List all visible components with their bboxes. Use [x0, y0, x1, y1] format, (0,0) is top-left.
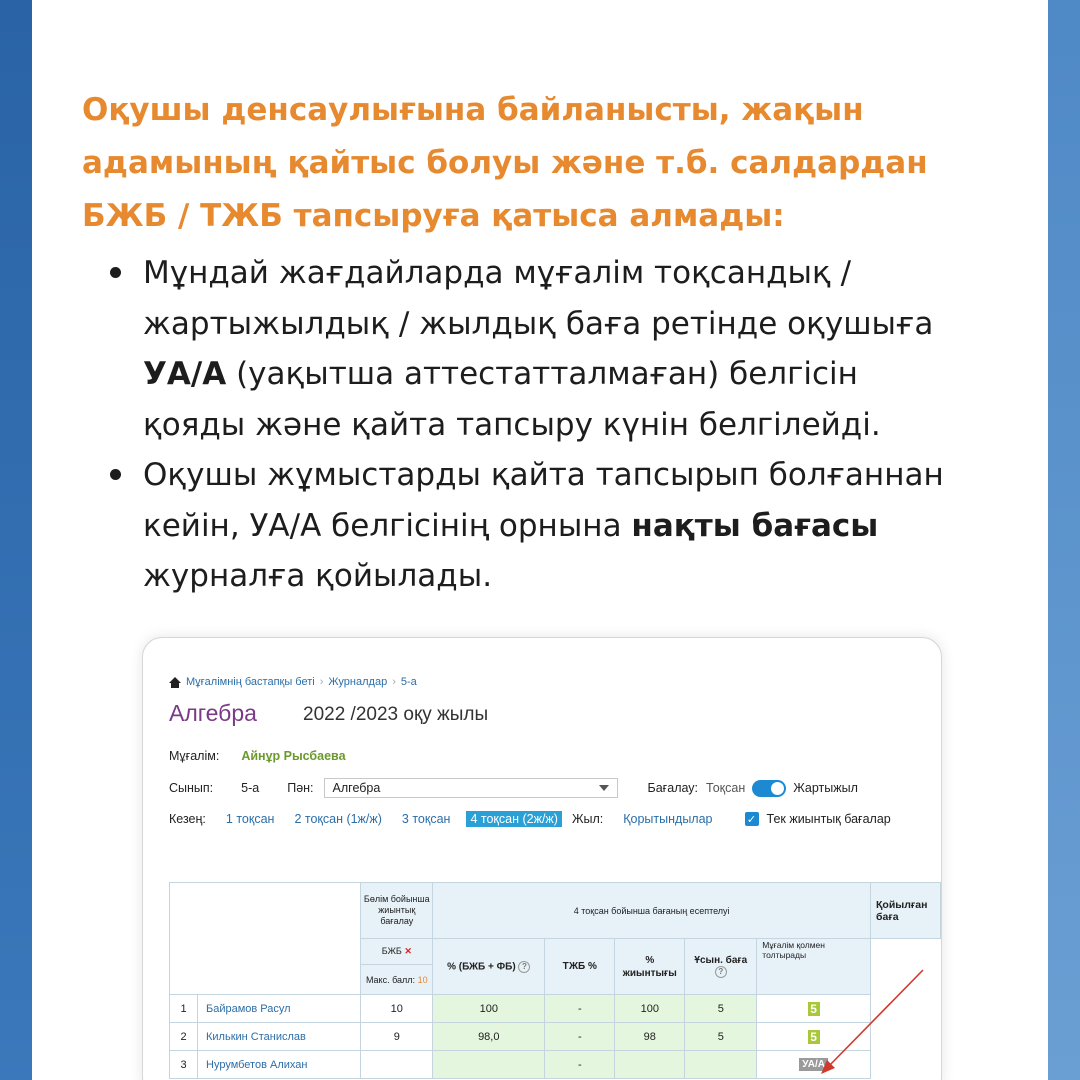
period-row	[169, 811, 929, 827]
col-header-filled: Мұғалім қолмен толтырады	[757, 939, 871, 995]
year-label: Жыл:	[571, 812, 604, 826]
col-header-suggested	[685, 939, 757, 995]
given-grade[interactable]: 5	[808, 1002, 820, 1016]
breadcrumb	[169, 676, 417, 688]
chevron-down-icon	[599, 785, 609, 791]
tjb-score: -	[545, 995, 615, 1023]
max-label: Макс. балл:	[365, 974, 416, 985]
given-grade[interactable]: 5	[808, 1030, 820, 1044]
filter-row	[169, 778, 929, 798]
pct-score: 98,0	[433, 1023, 545, 1051]
tab-period-1[interactable]: 1 тоқсан	[225, 812, 275, 826]
bjb-label: БЖБ	[381, 946, 402, 956]
teacher-row	[169, 749, 346, 763]
bullet-bold: нақты бағасы	[631, 507, 879, 544]
tab-period-4[interactable]: 4 тоқсан (2ж/ж)	[466, 811, 561, 827]
col-header-given: Қойылған баға	[871, 883, 941, 939]
bullet-text: (уақытша аттестатталмаған) белгісін қояды және қайта тапсыру күнін белгілейді.	[143, 356, 881, 443]
max-value: 10	[417, 974, 428, 985]
suggested-grade	[685, 1051, 757, 1079]
bullet-bold: УА/А	[143, 356, 227, 392]
bullet-text: журналға қойылады.	[143, 558, 493, 594]
class-label: Сынып:	[169, 781, 214, 795]
tjb-score: -	[545, 1051, 615, 1079]
breadcrumb-item[interactable]: Журналдар	[328, 676, 388, 688]
bullet-list	[110, 248, 970, 602]
tjb-score: -	[545, 1023, 615, 1051]
help-icon[interactable]: ?	[715, 966, 727, 978]
col-header-suggested-label: Ұсын. баға	[694, 955, 748, 966]
suggested-grade: 5	[685, 995, 757, 1023]
bullet-dot-icon	[110, 267, 121, 278]
bullet-item	[110, 450, 970, 602]
bullet-item	[110, 248, 970, 450]
home-icon[interactable]	[169, 677, 181, 688]
background-right	[1048, 0, 1080, 1080]
col-header-pct-bjb-fb-label: % (БЖБ + ФБ)	[447, 961, 516, 973]
pointer-arrow-icon	[813, 968, 933, 1078]
row-number: 3	[170, 1051, 198, 1079]
col-header-pct-bjb-fb	[433, 939, 545, 995]
bullet-text: Оқушы жұмыстарды қайта тапсырып болғаннан кейін, УА/А белгісінің орнына	[143, 457, 944, 544]
pct-score	[433, 1051, 545, 1079]
subject-select-value: Алгебра	[332, 781, 381, 795]
student-name[interactable]: Байрамов Расул	[198, 995, 361, 1023]
breadcrumb-separator: ›	[392, 676, 396, 688]
total-score: 100	[615, 995, 685, 1023]
results-link[interactable]: Қорытындылар	[623, 812, 713, 826]
grading-toggle[interactable]	[752, 780, 786, 797]
teacher-label: Мұғалім:	[169, 749, 220, 763]
given-grade-uaa[interactable]: УА/А	[799, 1058, 828, 1071]
tab-period-2[interactable]: 2 тоқсан (1ж/ж)	[294, 812, 382, 826]
tab-period-3[interactable]: 3 тоқсан	[401, 812, 451, 826]
pct-score: 100	[433, 995, 545, 1023]
journal-screenshot	[142, 637, 942, 1080]
total-score: 98	[615, 1023, 685, 1051]
heading: Оқушы денсаулығына байланысты, жақын адамының қайтыс болуы және т.б. салдардан БЖБ / ТЖБ тапсыруға қатыса алмады:	[82, 92, 928, 234]
bullet-text: Мұндай жағдайларда мұғалім тоқсандық / жартыжылдық / жылдық баға ретінде оқушыға	[143, 255, 934, 342]
bjb-score[interactable]	[361, 1051, 433, 1079]
suggested-grade: 5	[685, 1023, 757, 1051]
grading-option-halfyear[interactable]: Жартыжыл	[793, 781, 858, 795]
subject-select[interactable]	[324, 778, 618, 798]
bjb-score[interactable]: 9	[361, 1023, 433, 1051]
period-label: Кезең:	[169, 812, 206, 826]
checkbox-checked-icon[interactable]: ✓	[745, 812, 759, 826]
col-header-bjb	[361, 939, 433, 965]
subject-title: Алгебра	[169, 700, 257, 726]
class-value[interactable]: 5-а	[241, 781, 260, 795]
breadcrumb-item[interactable]: 5-а	[400, 676, 417, 688]
col-header-tjb-pct: ТЖБ %	[545, 939, 615, 995]
summative-only-option[interactable]	[745, 812, 891, 826]
student-name[interactable]: Нурумбетов Алихан	[198, 1051, 361, 1079]
subject-label: Пән:	[287, 781, 314, 795]
col-header-pct-total: % жиынтығы	[615, 939, 685, 995]
summative-only-label: Тек жиынтық бағалар	[766, 812, 891, 826]
breadcrumb-item[interactable]: Мұғалімнің бастапқы беті	[186, 676, 315, 688]
close-icon[interactable]: ✕	[404, 946, 412, 956]
help-icon[interactable]: ?	[518, 961, 530, 973]
col-header-calc: 4 тоқсан бойынша бағаның есептелуі	[433, 883, 871, 939]
table-header-empty	[170, 883, 361, 995]
col-header-section: Бөлім бойынша жиынтық бағалау	[361, 883, 433, 939]
grading-option-quarter[interactable]: Тоқсан	[706, 781, 746, 795]
total-score	[615, 1051, 685, 1079]
teacher-name: Айнұр Рысбаева	[241, 749, 346, 763]
bjb-score[interactable]: 10	[361, 995, 433, 1023]
grading-label: Бағалау:	[647, 781, 699, 795]
row-number: 2	[170, 1023, 198, 1051]
col-header-max	[361, 965, 433, 995]
school-year: 2022 /2023 оқу жылы	[303, 704, 489, 725]
bullet-dot-icon	[110, 469, 121, 480]
breadcrumb-separator: ›	[319, 676, 324, 688]
student-name[interactable]: Килькин Станислав	[198, 1023, 361, 1051]
background-left	[0, 0, 32, 1080]
row-number: 1	[170, 995, 198, 1023]
